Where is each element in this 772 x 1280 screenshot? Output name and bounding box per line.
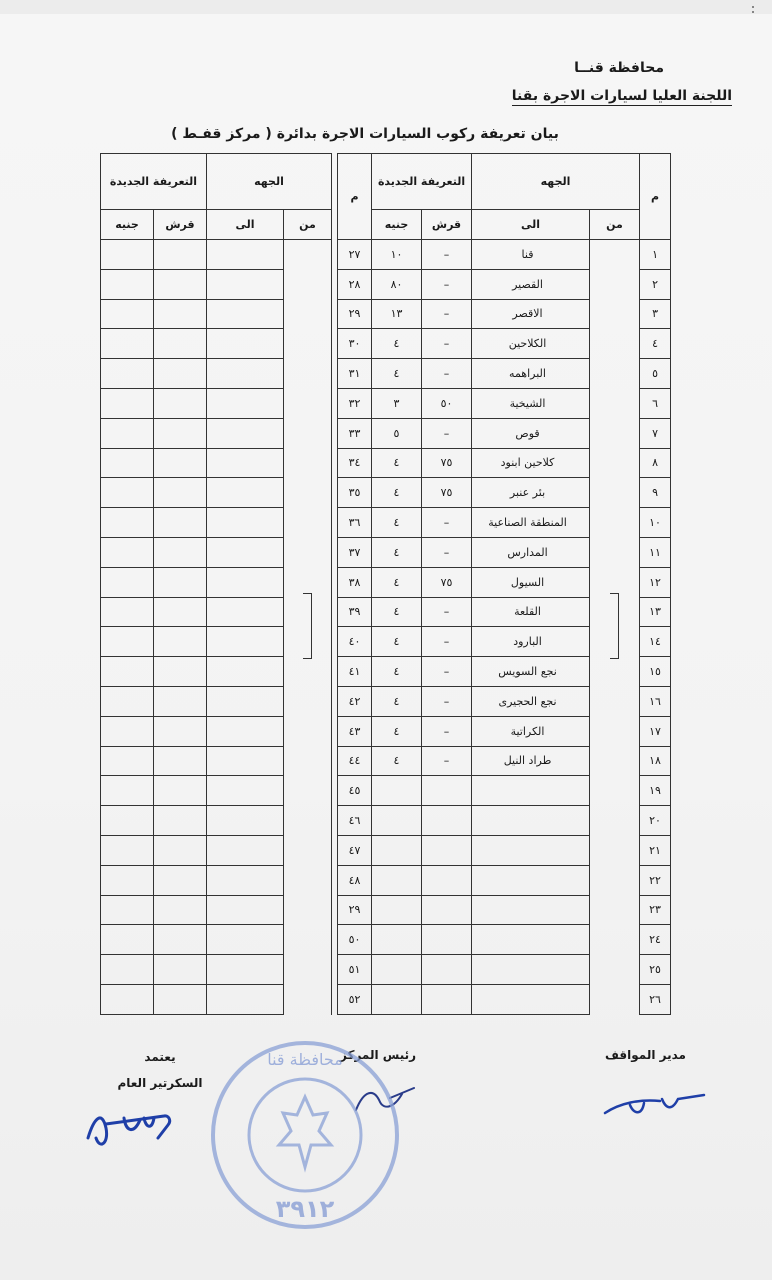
left-to-cell <box>207 418 284 448</box>
left-to-cell <box>207 776 284 806</box>
left-piaster-cell <box>154 895 207 925</box>
right-piaster-cell <box>422 925 472 955</box>
left-pound-cell <box>101 686 154 716</box>
left-no-cell: ٣٨ <box>338 567 372 597</box>
right-pound-cell <box>372 955 422 985</box>
right-pound-cell <box>372 806 422 836</box>
left-to-cell <box>207 716 284 746</box>
left-to-cell <box>207 329 284 359</box>
table-row <box>101 329 671 359</box>
left-no-cell: ٤٢ <box>338 686 372 716</box>
left-to-cell <box>207 835 284 865</box>
left-to-header: الى <box>207 210 284 240</box>
left-pound-cell <box>101 865 154 895</box>
table-row <box>101 418 671 448</box>
left-piaster-cell <box>154 955 207 985</box>
right-no-cell: ٢١ <box>640 835 671 865</box>
table-row <box>101 508 671 538</box>
statement-suffix: ) <box>171 126 178 142</box>
left-piaster-cell <box>154 478 207 508</box>
right-to-cell <box>472 835 590 865</box>
table-row <box>101 746 671 776</box>
right-piaster-cell <box>422 776 472 806</box>
right-to-cell: البراهمه <box>472 359 590 389</box>
right-no-cell: ١١ <box>640 537 671 567</box>
right-piaster-cell <box>422 984 472 1014</box>
right-no-cell: ٣ <box>640 299 671 329</box>
right-to-cell: القصير <box>472 269 590 299</box>
committee-title: اللجنة العليا لسيارات الاجرة بقنا <box>511 88 732 104</box>
table-row <box>101 657 671 687</box>
left-pound-cell <box>101 418 154 448</box>
left-no-cell: ٢٨ <box>338 269 372 299</box>
left-piaster-cell <box>154 686 207 716</box>
right-to-cell: الكراتية <box>472 716 590 746</box>
left-no-cell: ٣٥ <box>338 478 372 508</box>
right-piaster-cell: – <box>422 657 472 687</box>
seal-number: ٣٩١٢ <box>275 1195 335 1223</box>
left-to-cell <box>207 865 284 895</box>
left-piaster-cell <box>154 984 207 1014</box>
right-from-cell <box>590 240 640 1015</box>
right-pound-cell: ٤ <box>372 508 422 538</box>
right-pound-cell: ٤ <box>372 597 422 627</box>
left-to-cell <box>207 806 284 836</box>
left-pound-cell <box>101 508 154 538</box>
left-to-cell <box>207 657 284 687</box>
left-no-cell: ٣٠ <box>338 329 372 359</box>
right-no-cell: ١٣ <box>640 597 671 627</box>
left-piaster-cell <box>154 716 207 746</box>
right-pound-cell: ١٣ <box>372 299 422 329</box>
left-from-header: من <box>284 210 332 240</box>
left-pound-cell <box>101 657 154 687</box>
right-piaster-cell: ٧٥ <box>422 567 472 597</box>
left-piaster-header: قرش <box>154 210 207 240</box>
left-pound-cell <box>101 597 154 627</box>
left-pound-cell <box>101 716 154 746</box>
left-piaster-cell <box>154 359 207 389</box>
table-row <box>101 537 671 567</box>
approval-block <box>100 1050 220 1090</box>
left-piaster-cell <box>154 776 207 806</box>
right-no-cell: ٩ <box>640 478 671 508</box>
left-no-cell: ٤٠ <box>338 627 372 657</box>
left-pound-cell <box>101 329 154 359</box>
right-no-cell: ٥ <box>640 359 671 389</box>
left-pound-cell <box>101 537 154 567</box>
right-pound-cell <box>372 835 422 865</box>
right-to-cell: الشيخية <box>472 388 590 418</box>
right-pound-cell: ٤ <box>372 627 422 657</box>
left-to-cell <box>207 567 284 597</box>
right-pound-cell: ٨٠ <box>372 269 422 299</box>
left-piaster-cell <box>154 299 207 329</box>
right-to-cell <box>472 865 590 895</box>
right-piaster-cell: – <box>422 508 472 538</box>
left-to-cell <box>207 746 284 776</box>
right-no-cell: ١٧ <box>640 716 671 746</box>
table-row <box>101 955 671 985</box>
left-piaster-cell <box>154 388 207 418</box>
right-to-cell: الاقصر <box>472 299 590 329</box>
statement-title <box>160 126 570 142</box>
right-to-cell: الكلاحين <box>472 329 590 359</box>
left-to-cell <box>207 686 284 716</box>
statement-prefix: بيان تعريفة ركوب السيارات الاجرة بدائرة ( <box>265 126 559 142</box>
right-piaster-cell: ٧٥ <box>422 448 472 478</box>
left-no-cell: ٣٧ <box>338 537 372 567</box>
governorate-title: محافظة قنــا <box>574 60 664 76</box>
left-piaster-cell <box>154 865 207 895</box>
table-row <box>101 716 671 746</box>
table-row <box>101 776 671 806</box>
left-to-cell <box>207 627 284 657</box>
left-pound-cell <box>101 627 154 657</box>
right-to-cell <box>472 925 590 955</box>
right-to-header: الى <box>472 210 590 240</box>
right-pound-cell: ٤ <box>372 686 422 716</box>
left-pound-cell <box>101 240 154 270</box>
right-piaster-header: قرش <box>422 210 472 240</box>
right-pound-cell: ٥ <box>372 418 422 448</box>
left-pound-cell <box>101 835 154 865</box>
manager-signature <box>600 1085 710 1125</box>
left-pound-cell <box>101 448 154 478</box>
right-no-cell: ٢٦ <box>640 984 671 1014</box>
right-pound-cell: ٤ <box>372 329 422 359</box>
table-row <box>101 984 671 1014</box>
table-row <box>101 478 671 508</box>
left-to-cell <box>207 388 284 418</box>
right-to-cell: نجع الحجيرى <box>472 686 590 716</box>
left-no-cell: ٥١ <box>338 955 372 985</box>
left-piaster-cell <box>154 567 207 597</box>
stands-manager-label: مدير المواقف <box>605 1048 686 1062</box>
table-row <box>101 269 671 299</box>
left-to-cell <box>207 478 284 508</box>
left-pound-cell <box>101 359 154 389</box>
right-pound-cell: ٤ <box>372 746 422 776</box>
left-piaster-cell <box>154 537 207 567</box>
left-piaster-cell <box>154 240 207 270</box>
right-no-cell: ١٨ <box>640 746 671 776</box>
status-bar <box>0 0 772 14</box>
table-row <box>101 388 671 418</box>
statement-center: مركز قفـط <box>182 126 261 142</box>
right-piaster-cell: ٥٠ <box>422 388 472 418</box>
left-pound-header: جنيه <box>101 210 154 240</box>
right-to-cell: نجع السويس <box>472 657 590 687</box>
table-row <box>101 865 671 895</box>
official-seal-stamp <box>205 1035 405 1235</box>
left-no-cell: ٥٠ <box>338 925 372 955</box>
right-pound-cell: ٤ <box>372 567 422 597</box>
right-piaster-cell: ٧٥ <box>422 478 472 508</box>
table-row <box>101 627 671 657</box>
table-row <box>101 448 671 478</box>
right-piaster-cell: – <box>422 359 472 389</box>
right-piaster-cell: – <box>422 746 472 776</box>
seal-ring-text: محافظة قنا <box>267 1050 343 1069</box>
right-direction-header: الجهه <box>472 154 640 210</box>
right-no-cell: ٤ <box>640 329 671 359</box>
table-row <box>101 299 671 329</box>
right-to-cell: المدارس <box>472 537 590 567</box>
left-no-cell: ٤٦ <box>338 806 372 836</box>
table-row <box>101 925 671 955</box>
right-to-cell <box>472 806 590 836</box>
left-piaster-cell <box>154 657 207 687</box>
right-to-cell <box>472 895 590 925</box>
left-no-cell: ٣٦ <box>338 508 372 538</box>
left-pound-cell <box>101 388 154 418</box>
right-pound-cell: ٤ <box>372 657 422 687</box>
left-pound-cell <box>101 478 154 508</box>
left-no-cell: ٤٤ <box>338 746 372 776</box>
right-no-cell: ٢٥ <box>640 955 671 985</box>
left-piaster-cell <box>154 508 207 538</box>
table-row <box>101 359 671 389</box>
right-piaster-cell: – <box>422 597 472 627</box>
right-from-header: من <box>590 210 640 240</box>
left-to-cell <box>207 448 284 478</box>
right-no-cell: ٢٤ <box>640 925 671 955</box>
approve-label: يعتمد <box>144 1050 176 1064</box>
left-to-cell <box>207 537 284 567</box>
right-no-cell: ١٦ <box>640 686 671 716</box>
bracket-mark <box>303 593 312 659</box>
left-pound-cell <box>101 567 154 597</box>
right-piaster-cell: – <box>422 240 472 270</box>
left-no-cell: ٢٩ <box>338 895 372 925</box>
left-pound-cell <box>101 895 154 925</box>
table-row <box>101 567 671 597</box>
secretary-label: السكرتير العام <box>117 1076 203 1090</box>
left-piaster-cell <box>154 835 207 865</box>
left-to-cell <box>207 895 284 925</box>
right-to-cell: قوص <box>472 418 590 448</box>
left-pound-cell <box>101 746 154 776</box>
left-pound-cell <box>101 955 154 985</box>
left-piaster-cell <box>154 746 207 776</box>
left-no-cell: ٤١ <box>338 657 372 687</box>
right-to-cell: كلاحين ابنود <box>472 448 590 478</box>
right-pound-cell: ٤ <box>372 359 422 389</box>
right-to-cell <box>472 776 590 806</box>
right-pound-cell: ٣ <box>372 388 422 418</box>
left-no-cell: ٢٩ <box>338 299 372 329</box>
left-piaster-cell <box>154 269 207 299</box>
left-direction-header: الجهه <box>207 154 332 210</box>
right-to-cell: البارود <box>472 627 590 657</box>
left-to-cell <box>207 299 284 329</box>
left-to-cell <box>207 508 284 538</box>
right-piaster-cell <box>422 835 472 865</box>
left-pound-cell <box>101 776 154 806</box>
right-piaster-cell <box>422 865 472 895</box>
left-no-cell: ٥٢ <box>338 984 372 1014</box>
right-to-cell: طراد النيل <box>472 746 590 776</box>
right-to-cell <box>472 955 590 985</box>
left-no-cell: ٣٣ <box>338 418 372 448</box>
right-pound-cell: ٤ <box>372 448 422 478</box>
left-to-cell <box>207 597 284 627</box>
left-no-cell: ٣٤ <box>338 448 372 478</box>
left-piaster-cell <box>154 597 207 627</box>
tariff-table <box>100 153 671 1015</box>
left-no-cell: ٣٢ <box>338 388 372 418</box>
right-no-cell: ١ <box>640 240 671 270</box>
right-pound-cell: ٤ <box>372 537 422 567</box>
left-pound-cell <box>101 925 154 955</box>
left-pound-cell <box>101 269 154 299</box>
right-pound-header: جنيه <box>372 210 422 240</box>
left-no-cell: ٢٧ <box>338 240 372 270</box>
right-no-cell: ٢ <box>640 269 671 299</box>
right-piaster-cell: – <box>422 627 472 657</box>
right-pound-cell <box>372 865 422 895</box>
right-no-cell: ٢٣ <box>640 895 671 925</box>
right-no-cell: ٦ <box>640 388 671 418</box>
right-pound-cell <box>372 925 422 955</box>
left-piaster-cell <box>154 448 207 478</box>
right-piaster-cell: – <box>422 329 472 359</box>
left-piaster-cell <box>154 627 207 657</box>
right-no-cell: ١٩ <box>640 776 671 806</box>
right-pound-cell: ٤ <box>372 716 422 746</box>
left-to-cell <box>207 984 284 1014</box>
left-to-cell <box>207 925 284 955</box>
right-no-cell: ٨ <box>640 448 671 478</box>
right-tariff-header: التعريفة الجديدة <box>372 154 472 210</box>
right-piaster-cell: – <box>422 716 472 746</box>
right-no-cell: ١٢ <box>640 567 671 597</box>
right-piaster-cell: – <box>422 686 472 716</box>
right-no-cell: ١٤ <box>640 627 671 657</box>
left-to-cell <box>207 269 284 299</box>
right-piaster-cell <box>422 955 472 985</box>
left-pound-cell <box>101 806 154 836</box>
left-to-cell <box>207 955 284 985</box>
left-tariff-header: التعريفة الجديدة <box>101 154 207 210</box>
left-no-cell: ٤٥ <box>338 776 372 806</box>
table-row <box>101 686 671 716</box>
right-to-cell: بئر عنبر <box>472 478 590 508</box>
left-piaster-cell <box>154 925 207 955</box>
center-head-label: رئيس المركز <box>340 1048 417 1062</box>
right-no-cell: ٧ <box>640 418 671 448</box>
right-no-cell: ١٠ <box>640 508 671 538</box>
right-piaster-cell: – <box>422 269 472 299</box>
left-no-header: م <box>338 154 372 240</box>
right-piaster-cell: – <box>422 418 472 448</box>
left-no-cell: ٣٩ <box>338 597 372 627</box>
left-piaster-cell <box>154 806 207 836</box>
table-row <box>101 835 671 865</box>
left-no-cell: ٤٧ <box>338 835 372 865</box>
left-no-cell: ٤٨ <box>338 865 372 895</box>
bracket-mark <box>610 593 619 659</box>
left-piaster-cell <box>154 418 207 448</box>
left-piaster-cell <box>154 329 207 359</box>
right-to-cell: السيول <box>472 567 590 597</box>
table-row <box>101 597 671 627</box>
left-to-cell <box>207 359 284 389</box>
right-pound-cell <box>372 984 422 1014</box>
table-row <box>101 240 671 270</box>
right-piaster-cell <box>422 806 472 836</box>
left-pound-cell <box>101 299 154 329</box>
right-pound-cell <box>372 776 422 806</box>
left-pound-cell <box>101 984 154 1014</box>
right-to-cell: المنطقة الصناعية <box>472 508 590 538</box>
table-row <box>101 806 671 836</box>
table-row <box>101 895 671 925</box>
right-pound-cell: ١٠ <box>372 240 422 270</box>
right-to-cell: قنا <box>472 240 590 270</box>
right-pound-cell <box>372 895 422 925</box>
left-to-cell <box>207 240 284 270</box>
right-no-header: م <box>640 154 671 240</box>
right-pound-cell: ٤ <box>372 478 422 508</box>
right-no-cell: ٢٢ <box>640 865 671 895</box>
right-to-cell: القلعة <box>472 597 590 627</box>
right-no-cell: ١٥ <box>640 657 671 687</box>
right-to-cell <box>472 984 590 1014</box>
right-piaster-cell <box>422 895 472 925</box>
right-no-cell: ٢٠ <box>640 806 671 836</box>
left-from-cell <box>284 240 332 1015</box>
secretary-signature <box>84 1098 184 1158</box>
right-piaster-cell: – <box>422 299 472 329</box>
left-no-cell: ٤٣ <box>338 716 372 746</box>
left-no-cell: ٣١ <box>338 359 372 389</box>
right-piaster-cell: – <box>422 537 472 567</box>
